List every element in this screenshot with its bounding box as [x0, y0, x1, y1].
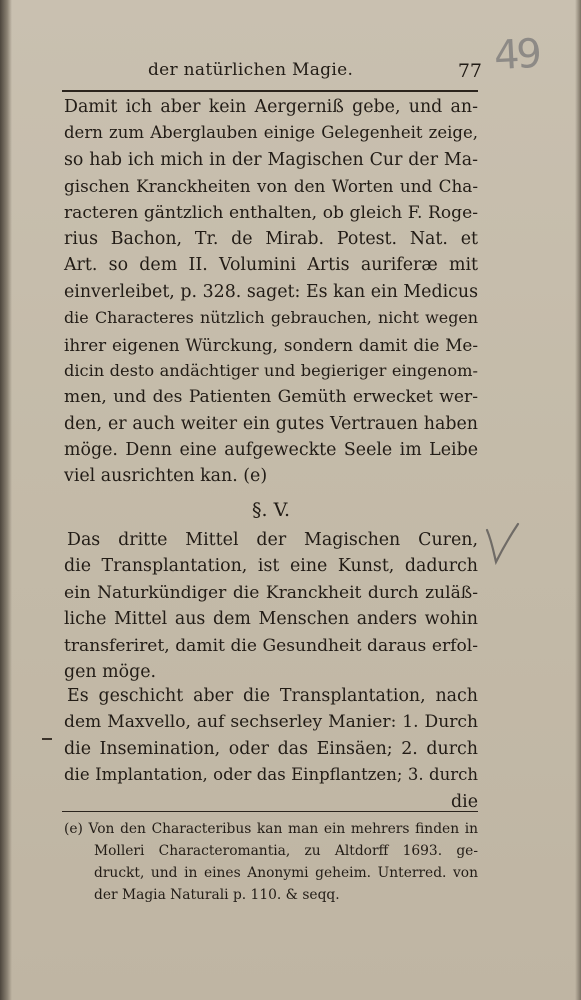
text-line: die Characteres nützlich gebrauchen, nicht wegen — [64, 308, 478, 328]
text-line: Damit ich aber kein Aergerniß gebe, und an- — [64, 97, 478, 117]
text-line: einverleibet, p. 328. saget: Es kan ein Medicus — [64, 281, 478, 302]
page-number: 77 — [457, 60, 482, 82]
text-line: Art. so dem II. Volumini Artis auriferæ mit — [64, 255, 478, 276]
footnote-line: druckt, und in eines Anonymi geheim. Unterred. von — [94, 865, 478, 881]
header-rule — [62, 90, 478, 92]
text-line: dern zum Aberglauben einige Gelegenheit zeige, — [64, 123, 478, 143]
paragraph-2 — [64, 527, 478, 685]
text-line: rius Bachon, Tr. de Mirab. Potest. Nat. et — [64, 228, 478, 249]
running-title: der natürlichen Magie. — [148, 60, 354, 80]
pencil-check-mark — [484, 522, 520, 566]
text-line: die Implantation, oder das Einpflantzen; 3. durch — [64, 765, 478, 785]
text-line: Das dritte Mittel der Magischen Curen, — [67, 530, 478, 550]
footnote-line: Molleri Characteromantia, zu Altdorff 1693. ge- — [94, 843, 478, 859]
footnote-rule — [62, 811, 478, 812]
footnote-line: der Magia Naturali p. 110. & seqq. — [94, 887, 340, 903]
text-line: die Insemination, oder das Einsäen; 2. durch — [64, 738, 478, 759]
text-line: gischen Kranckheiten von den Worten und Cha- — [64, 176, 478, 197]
text-line: dicin desto andächtiger und begieriger eingenom- — [64, 360, 478, 380]
text-line: transferiret, damit die Gesundheit daraus erfol- — [64, 635, 478, 656]
margin-dash-mark — [42, 738, 52, 740]
text-line: möge. Denn eine aufgeweckte Seele im Leibe — [64, 440, 478, 461]
page-header — [62, 58, 482, 88]
text-line: den, er auch weiter ein gutes Vertrauen haben — [64, 413, 478, 434]
section-heading-block — [64, 497, 478, 523]
text-line: racteren gäntzlich enthalten, ob gleich F. Roge- — [64, 202, 478, 223]
text-line: ein Naturkündiger die Kranckheit durch zuläß- — [64, 582, 478, 603]
paragraph-3 — [64, 683, 478, 815]
text-line: die Transplantation, ist eine Kunst, dadurch — [64, 556, 478, 577]
page-shadow-left — [0, 0, 12, 1000]
text-line: viel ausrichten kan. (e) — [64, 466, 268, 487]
text-line: so hab ich mich in der Magischen Cur der Ma- — [64, 149, 478, 170]
text-line: gen möge. — [64, 661, 157, 682]
footnote — [64, 818, 478, 906]
text-line: ihrer eigenen Würckung, sondern damit die Me- — [64, 334, 478, 355]
footnote-line: (e) Von den Characteribus kan man ein mehrers finden in — [64, 821, 478, 837]
paragraph-1 — [64, 94, 478, 490]
text-line: Es geschicht aber die Transplantation, nach — [67, 686, 478, 706]
text-line: liche Mittel aus dem Menschen anders wohin — [64, 609, 478, 630]
page-shadow-right — [575, 0, 581, 1000]
text-line: men, und des Patienten Gemüth erwecket wer- — [64, 387, 478, 408]
section-heading: §. V. — [251, 499, 291, 521]
catchword: die — [451, 791, 478, 812]
text-line: dem Maxvello, auf sechserley Manier: 1. Durch — [64, 712, 478, 733]
pencil-page-annotation: 49 — [492, 30, 541, 80]
